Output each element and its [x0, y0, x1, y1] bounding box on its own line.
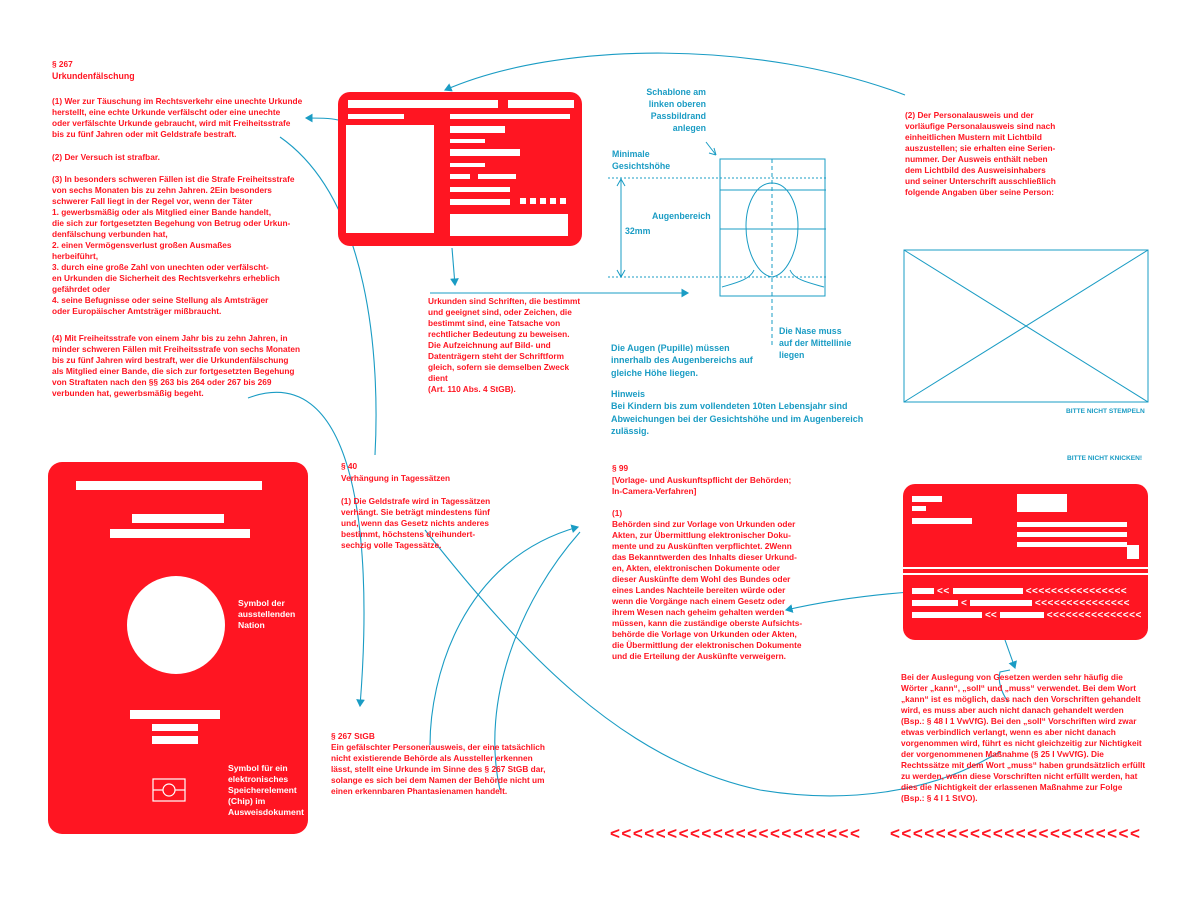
par40-title: § 40	[341, 461, 358, 471]
bottom-chevrons-left: <<<<<<<<<<<<<<<<<<<<<<	[610, 824, 862, 843]
mrz-line-3: << <<<<<<<<<<<<<<<	[912, 610, 1142, 620]
template-hint: Hinweis Bei Kindern bis zum vollendeten 10ten Lebensjahr sind Abweichungen bei der Gesichtshöhe und im Augenbereich zulässig.	[611, 389, 864, 437]
stgb267-note: § 267 StGB Ein gefälschter Personenausweis, der eine tatsächlich nicht existierende Behörde als Aussteller erkennen lässt, stellt eine Urkunde im Sinne des § 267 StGB dar, solange es sich bei dem Namen der Behörde nicht um einen erkennbaren Phantasienamen handelt.	[331, 731, 546, 796]
urkunden-definition: Urkunden sind Schriften, die bestimmt und geeignet sind, oder Zeichen, die bestimmt sind, eine Tatsache von rechtlicher Bedeutung zu beweisen. Die Aufzeichnung auf Bild- und Datenträgern steht der Schriftform gleich, sofern sie demselben Zweck dient (Art. 110 Abs. 4 StGB).	[428, 296, 581, 394]
template-nose-label: Die Nase muss auf der Mittellinie liegen	[779, 326, 852, 360]
personalausweis-paragraph: (2) Der Personalausweis und der vorläufige Personalausweis sind nach einheitlichen Mustern mit Lichtbild auszustellen; sie erhalten eine Serien- nummer. Der Ausweis enthält neben dem Lichtbild des Ausweisinhabers und seiner Unterschrift ausschließlich folgende Angaben über seine Person:	[905, 110, 1056, 197]
mrz-line-1: << <<<<<<<<<<<<<<<<	[912, 586, 1127, 596]
par267-subtitle: Urkundenfälschung	[52, 71, 135, 81]
connector-card-to-auslegung	[1005, 640, 1015, 668]
par267-title: § 267	[52, 59, 73, 69]
par267-p1: (1) Wer zur Täuschung im Rechtsverkehr eine unechte Urkunde herstellt, eine echte Urkunde verfälscht oder eine unechte oder verfälschte Urkunde gebraucht, wird mit Freiheitsstrafe bis zu fünf Jahren oder mit Geldstrafe bestraft.	[52, 96, 303, 139]
nation-symbol-label: Symbol der ausstellenden Nation	[238, 598, 296, 630]
passport-cover	[48, 462, 308, 834]
template-schablone-label: Schablone am linken oberen Passbildrand anlegen	[646, 87, 706, 133]
par267-p4: (4) Mit Freiheitsstrafe von einem Jahr bis zu zehn Jahren, in minder schweren Fällen mit Freiheitsstrafe von sechs Monaten bis zu fünf Jahren wird bestraft, wer die Urkundenfälschung als Mitglied einer Bande, die sich zur fortgesetzten Begehung von Straftaten nach den §§ 263 bis 264 oder 267 bis 269 verbunden hat, gewerbsmäßig begeht.	[52, 333, 301, 398]
par40-body: (1) Die Geldstrafe wird in Tagessätzen verhängt. Sie beträgt mindestens fünf und, wenn das Gesetz nichts anderes bestimmt, höchstens dreihundert- sechzig volle Tagessätze.	[341, 496, 491, 550]
fold-note: BITTE NICHT KNICKEN!	[1067, 455, 1143, 462]
mrz-line-2: < <<<<<<<<<<<<<<<	[912, 598, 1130, 608]
stamp-note: BITTE NICHT STEMPELN	[1066, 408, 1145, 415]
template-eye-area-label: Augenbereich	[652, 211, 711, 221]
template-measure-label: 32mm	[625, 226, 651, 236]
chip-symbol-label: Symbol für ein elektronisches Speicherelement (Chip) im Ausweisdokument	[228, 763, 304, 817]
par267-p3: (3) In besonders schweren Fällen ist die Strafe Freiheitsstrafe von sechs Monaten bis zu zehn Jahren. 2Ein besonders schwerer Fall liegt in der Regel vor, wenn der Täter 1. gewerbsmäßig oder als Mitglied einer Bande handelt, die sich zur fortgesetzten Begehung von Betrug oder Urkun- denfälschung verbunden hat, 2. einen Vermögensverlust großen Ausmaßes herbeiführt, 3. durch eine große Zahl von unechten oder verfälscht- en Urkunden die Sicherheit des Rechtsverkehrs erheblich gefährdet oder 4. seine Befugnisse oder seine Stellung als Amtsträger oder Europäischer Amtsträger mißbraucht.	[52, 174, 295, 316]
stamp-box	[904, 250, 1148, 402]
chip-icon	[152, 778, 186, 802]
connector-stgb-to-99-a	[430, 527, 578, 745]
par40-subtitle: Verhängung in Tagessätzen	[341, 473, 451, 483]
par99-title: § 99	[612, 463, 629, 473]
photo-template-diagram	[608, 142, 826, 345]
auslegung-paragraph: Bei der Auslegung von Gesetzen werden sehr häufig die Wörter „kann“, „soll“ und „muss“ verwendet. Bei dem Wort „kann“ ist es möglich, dass nach den Vorschriften gehandelt wird, es muss aber auch nicht danach gehandelt werden (Bsp.: § 48 I 1 VwVfG). Bei den „soll“ Vorschriften wird zwar etwas verbindlich verlangt, wenn es aber nicht danach vorgenommen wird, führt es nicht gleichzeitig zur Nichtigkeit der vorgenommenen Maßnahme (§ 25 I VwVfG). Die Rechtssätze mit dem Wort „muss“ haben grundsätzlich erfüllt zu werden, wenn diese Vorschriften nicht erfüllt werden, hat dies die Nichtigkeit der erlassenen Maßnahme zur Folge (Bsp.: § 4 I 1 StVO).	[901, 672, 1146, 803]
bottom-chevrons-right: <<<<<<<<<<<<<<<<<<<<<<	[890, 824, 1142, 843]
template-min-face-label: Minimale Gesichtshöhe	[612, 149, 671, 171]
par99-body: (1) Behörden sind zur Vorlage von Urkunden oder Akten, zur Übermittlung elektronischer Doku- mente und zu Auskünften verpflichtet. 2Wenn das Bekanntwerden des Inhalts dieser Urkund- en, Akten, elektronischen Dokumente oder dieser Auskünfte dem Wohl des Bundes oder eines Landes Nachteile bereiten würde oder wenn die Vorgänge nach einem Gesetz oder ihrem Wesen nach geheim gehalten werden müssen, kann die zuständige oberste Aufsichts- behörde die Vorlage von Urkunden oder Akten, die Übermittlung der elektronischen Dokumente und die Erteilung der Auskünfte verweigern.	[612, 508, 803, 661]
id-card-back	[903, 484, 1148, 640]
id-card-front	[338, 92, 582, 246]
connector-card-to-urkunden	[452, 248, 455, 285]
par99-subtitle: [Vorlage- und Auskunftspflicht der Behörden; In-Camera-Verfahren]	[612, 475, 792, 496]
template-eyes-note: Die Augen (Pupille) müssen innerhalb des Augenbereichs auf gleiche Höhe liegen.	[611, 343, 753, 378]
par267-p2: (2) Der Versuch ist strafbar.	[52, 152, 160, 162]
nation-emblem-circle	[127, 576, 225, 674]
